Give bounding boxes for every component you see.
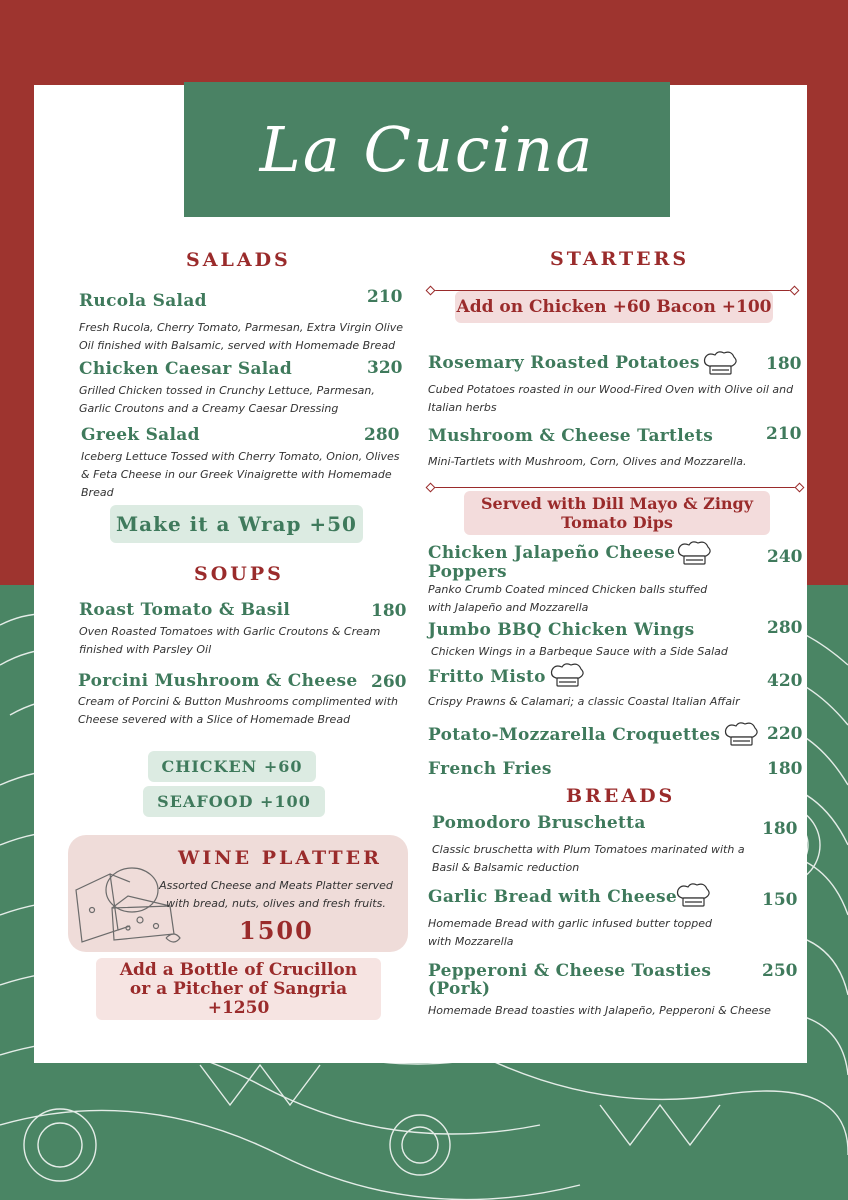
menu-item-name: Fritto Misto bbox=[428, 667, 546, 687]
wine-platter-price: 1500 bbox=[239, 916, 314, 945]
menu-item-name: Rucola Salad bbox=[79, 291, 207, 311]
menu-item-desc: Grilled Chicken tossed in Crunchy Lettuce, Parmesan, Garlic Croutons and a Creamy Caesar Dressing bbox=[79, 384, 375, 415]
breads-title: BREADS bbox=[566, 785, 676, 807]
chef-hat-icon bbox=[675, 540, 713, 568]
wine-platter-title: WINE PLATTER bbox=[178, 847, 382, 869]
menu-item-name: Garlic Bread with Cheese bbox=[428, 887, 677, 907]
chef-hat-icon bbox=[548, 662, 586, 690]
menu-item-desc: Fresh Rucola, Cherry Tomato, Parmesan, Extra Virgin Olive Oil finished with Balsamic, served with Homemade Bread bbox=[79, 321, 404, 352]
wine-platter-desc: Assorted Cheese and Meats Platter served with bread, nuts, olives and fresh fruits. bbox=[159, 879, 393, 910]
menu-item-name: Pomodoro Bruschetta bbox=[432, 813, 646, 833]
menu-item-name: Pepperoni & Cheese Toasties (Pork) bbox=[428, 961, 712, 999]
menu-item-price: 210 bbox=[367, 287, 403, 307]
dips-note-badge: Served with Dill Mayo & Zingy Tomato Dips bbox=[464, 491, 770, 535]
menu-item-price: 280 bbox=[767, 618, 803, 638]
menu-item-name: Potato-Mozzarella Croquettes bbox=[428, 725, 721, 745]
menu-item-name: Mushroom & Cheese Tartlets bbox=[428, 426, 714, 446]
menu-item-desc: Panko Crumb Coated minced Chicken balls stuffed with Jalapeño and Mozzarella bbox=[428, 583, 708, 614]
menu-item-desc: Mini-Tartlets with Mushroom, Corn, Olives and Mozzarella. bbox=[428, 455, 747, 468]
menu-item-name: Roast Tomato & Basil bbox=[79, 600, 291, 620]
menu-item-desc: Cream of Porcini & Button Mushrooms complimented with Cheese severed with a Slice of Homemade Bread bbox=[78, 695, 398, 726]
wine-addon-badge: Add a Bottle of Crucillon or a Pitcher of Sangria +1250 bbox=[96, 958, 381, 1020]
menu-item-price: 250 bbox=[762, 961, 798, 981]
menu-item-desc: Iceberg Lettuce Tossed with Cherry Tomato, Onion, Olives & Feta Cheese in our Greek Vinaigrette with Homemade Bread bbox=[81, 450, 400, 499]
starters-title: STARTERS bbox=[550, 248, 690, 270]
menu-item-desc: Homemade Bread with garlic infused butter topped with Mozzarella bbox=[428, 917, 712, 948]
starters-addon-badge: Add on Chicken +60 Bacon +100 bbox=[455, 291, 773, 323]
menu-item-name: Jumbo BBQ Chicken Wings bbox=[428, 620, 695, 640]
menu-item-price: 240 bbox=[767, 547, 803, 567]
menu-item-desc: Oven Roasted Tomatoes with Garlic Croutons & Cream finished with Parsley Oil bbox=[79, 625, 381, 656]
logo-banner bbox=[184, 82, 670, 217]
chef-hat-icon bbox=[674, 882, 712, 910]
seafood-addon-badge: SEAFOOD +100 bbox=[143, 786, 325, 817]
chef-hat-icon bbox=[701, 350, 739, 378]
menu-item-desc: Classic bruschetta with Plum Tomatoes marinated with a Basil & Balsamic reduction bbox=[432, 843, 745, 874]
menu-item-price: 320 bbox=[367, 358, 403, 378]
chef-hat-icon bbox=[722, 721, 760, 749]
menu-item-price: 420 bbox=[767, 671, 803, 691]
menu-item-name: French Fries bbox=[428, 759, 552, 779]
chicken-addon-badge: CHICKEN +60 bbox=[148, 751, 316, 782]
divider bbox=[432, 487, 800, 488]
logo-text: La Cucina bbox=[259, 113, 595, 186]
menu-item-desc: Chicken Wings in a Barbeque Sauce with a Side Salad bbox=[431, 645, 728, 658]
menu-item-name: Rosemary Roasted Potatoes bbox=[428, 353, 700, 373]
menu-item-desc: Homemade Bread toasties with Jalapeño, Pepperoni & Cheese bbox=[428, 1004, 771, 1017]
menu-item-name: Chicken Jalapeño Cheese Poppers bbox=[428, 543, 676, 582]
menu-item-desc: Crispy Prawns & Calamari; a classic Coastal Italian Affair bbox=[428, 695, 740, 708]
menu-item-price: 180 bbox=[766, 354, 802, 374]
menu-item-desc: Cubed Potatoes roasted in our Wood-Fired Oven with Olive oil and Italian herbs bbox=[428, 383, 794, 414]
menu-item-price: 280 bbox=[364, 425, 400, 445]
menu-item-price: 220 bbox=[767, 724, 803, 744]
menu-item-price: 260 bbox=[371, 672, 407, 692]
menu-item-name: Chicken Caesar Salad bbox=[79, 359, 293, 379]
menu-item-price: 180 bbox=[371, 601, 407, 621]
wrap-addon-badge: Make it a Wrap +50 bbox=[110, 505, 363, 543]
menu-item-price: 150 bbox=[762, 890, 798, 910]
menu-item-price: 180 bbox=[767, 759, 803, 779]
soups-title: SOUPS bbox=[194, 563, 284, 585]
salads-title: SALADS bbox=[186, 249, 291, 271]
menu-item-name: Porcini Mushroom & Cheese bbox=[78, 671, 358, 691]
menu-item-price: 210 bbox=[766, 424, 802, 444]
menu-item-name: Greek Salad bbox=[81, 425, 200, 445]
menu-item-price: 180 bbox=[762, 819, 798, 839]
